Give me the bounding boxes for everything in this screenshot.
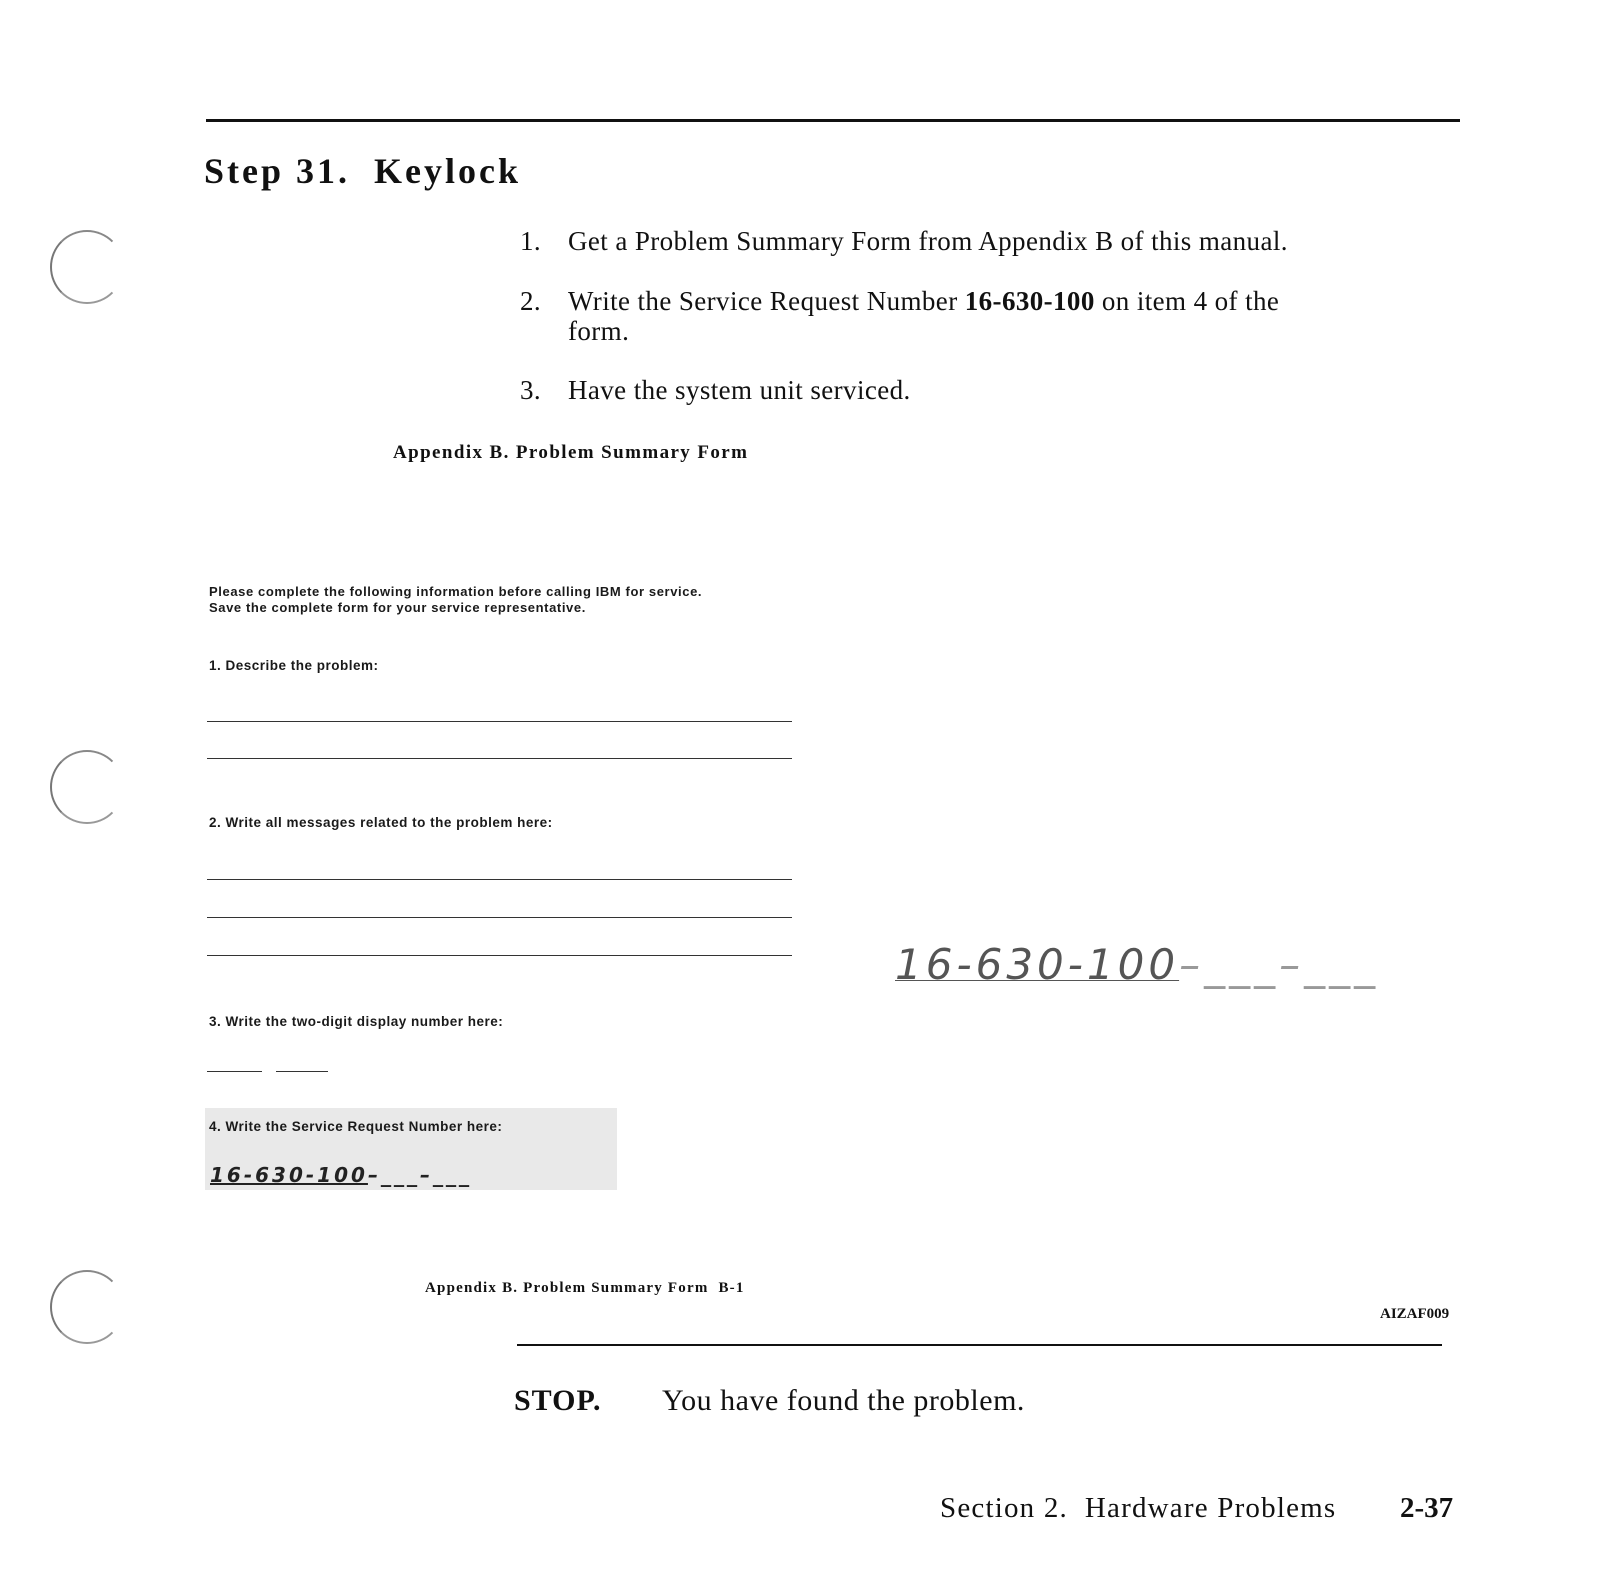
section-footer: Section 2. Hardware Problems xyxy=(940,1492,1337,1524)
step-text-before: Write the Service Request Number xyxy=(568,286,965,316)
srn-form-entry xyxy=(210,1163,472,1187)
stop-text: You have found the problem. xyxy=(662,1384,1025,1417)
step-text: Get a Problem Summary Form from Appendix B of this manual. xyxy=(568,226,1288,256)
answer-line xyxy=(207,955,792,956)
step-number: 2. xyxy=(519,286,541,316)
srn-value: 16-630-100 xyxy=(210,1163,368,1187)
step-item-1 xyxy=(0,226,1600,260)
form-title: Appendix B. Problem Summary Form xyxy=(393,442,749,463)
question-service-request-number: 4. Write the Service Request Number here: xyxy=(209,1119,503,1134)
answer-line xyxy=(207,879,792,880)
srn-callout xyxy=(895,940,1379,989)
answer-line xyxy=(207,721,792,722)
step-text-line2: form. xyxy=(568,316,630,346)
form-intro-line-2: Save the complete form for your service representative. xyxy=(209,600,586,615)
page-number: 2-37 xyxy=(1400,1492,1454,1524)
srn-blanks: –___–___ xyxy=(367,1163,472,1187)
top-rule xyxy=(206,119,1460,122)
srn-callout-blanks: –___–___ xyxy=(1179,940,1380,989)
service-request-number: 16-630-100 xyxy=(964,286,1095,316)
question-describe-problem: 1. Describe the problem: xyxy=(209,658,379,673)
form-footer-caption: Appendix B. Problem Summary Form B-1 xyxy=(425,1280,745,1296)
question-messages: 2. Write all messages related to the problem here: xyxy=(209,815,553,830)
step-item-3 xyxy=(0,375,1600,409)
step-number: 1. xyxy=(519,226,541,256)
figure-id: AIZAF009 xyxy=(1380,1306,1450,1322)
stop-label: STOP. xyxy=(514,1384,602,1417)
srn-callout-value: 16-630-100 xyxy=(895,940,1180,989)
answer-line xyxy=(207,758,792,759)
step-item-2 xyxy=(0,286,1600,352)
step-title: Step 31. Keylock xyxy=(204,151,521,191)
step-number: 3. xyxy=(519,375,541,405)
step-text-after: on item 4 of the xyxy=(1094,286,1280,316)
binder-hole-bottom xyxy=(50,1270,124,1344)
step-text xyxy=(568,286,1448,346)
step-text: Have the system unit serviced. xyxy=(568,375,911,405)
figure-bottom-rule xyxy=(517,1344,1442,1346)
question-display-number: 3. Write the two-digit display number here: xyxy=(209,1014,504,1029)
answer-line xyxy=(207,917,792,918)
digit-blank-1 xyxy=(207,1071,262,1072)
digit-blank-2 xyxy=(276,1071,328,1072)
binder-hole-middle xyxy=(50,750,124,824)
form-intro-line-1: Please complete the following information before calling IBM for service. xyxy=(209,584,703,599)
